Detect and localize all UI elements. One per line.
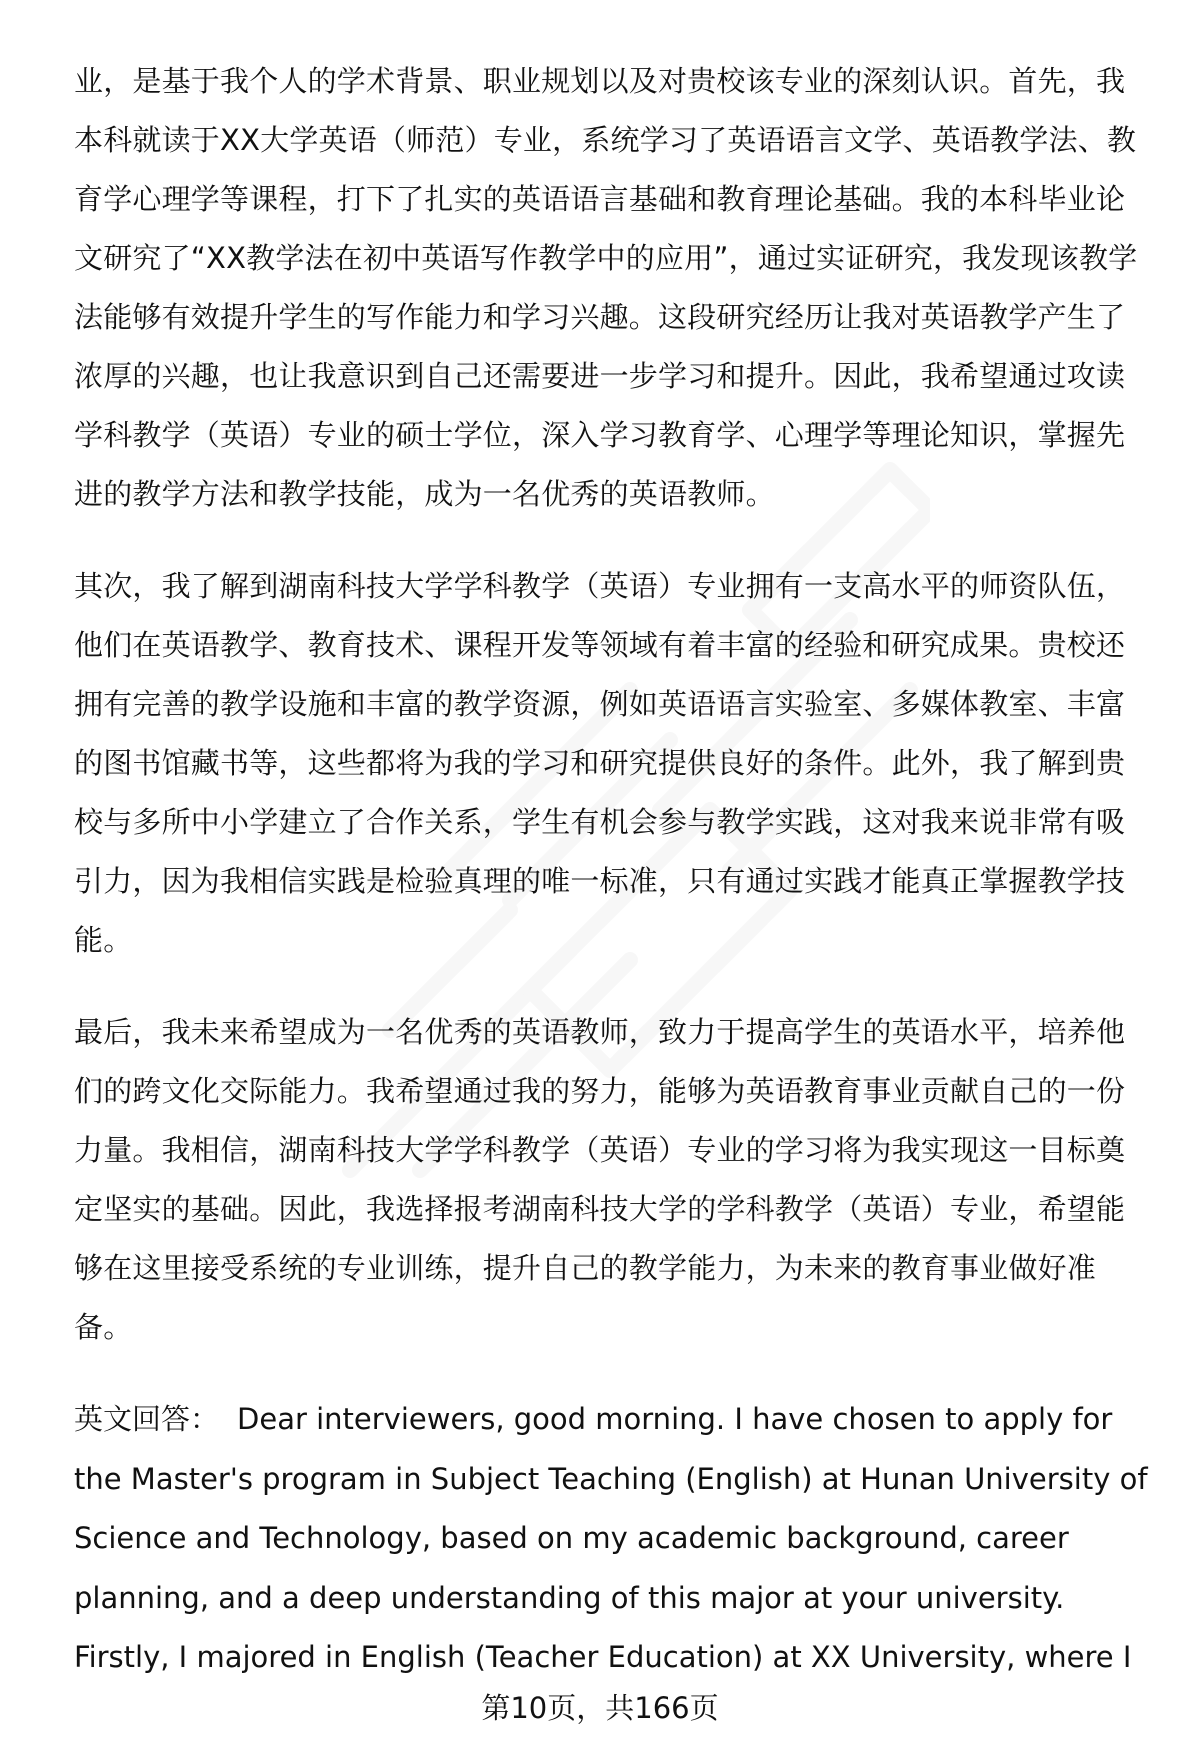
english-answer-label: 英文回答： — [74, 1402, 220, 1436]
document-body — [74, 52, 1154, 1688]
paragraph-second: 其次，我了解到湖南科技大学学科教学（英语）专业拥有一支高水平的师资队伍，他们在英语教学、教育技术、课程开发等领域有着丰富的经验和研究成果。贵校还拥有完善的教学设施和丰富的教学资源，例如英语语言实验室、多媒体教室、丰富的图书馆藏书等，这些都将为我的学习和研究提供良好的条件。此外，我了解到贵校与多所中小学建立了合作关系，学生有机会参与教学实践，这对我来说非常有吸引力，因为我相信实践是检验真理的唯一标准，只有通过实践才能真正掌握教学技能。 — [74, 569, 1126, 957]
english-answer-text: Dear interviewers, good morning. I have chosen to apply for the Master's program in Subject Teaching (English) at Hunan University of Science and Technology, based on my academic background, career planning, and a deep understanding of this major at your university. Firstly, I majored in English (Teacher Education) at XX University, where I — [74, 1402, 1148, 1674]
paragraph-intro: 业，是基于我个人的学术背景、职业规划以及对贵校该专业的深刻认识。首先，我本科就读于XX大学英语（师范）专业，系统学习了英语语言文学、英语教学法、教育学心理学等课程，打下了扎实的英语语言基础和教育理论基础。我的本科毕业论文研究了“XX教学法在初中英语写作教学中的应用”，通过实证研究，我发现该教学法能够有效提升学生的写作能力和学习兴趣。这段研究经历让我对英语教学产生了浓厚的兴趣，也让我意识到自己还需要进一步学习和提升。因此，我希望通过攻读学科教学（英语）专业的硕士学位，深入学习教育学、心理学等理论知识，掌握先进的教学方法和教学技能，成为一名优秀的英语教师。 — [74, 64, 1138, 511]
paragraph-final: 最后，我未来希望成为一名优秀的英语教师，致力于提高学生的英语水平，培养他们的跨文化交际能力。我希望通过我的努力，能够为英语教育事业贡献自己的一份力量。我相信，湖南科技大学学科教学（英语）专业的学习将为我实现这一目标奠定坚实的基础。因此，我选择报考湖南科技大学的学科教学（英语）专业，希望能够在这里接受系统的专业训练，提升自己的教学能力，为未来的教育事业做好准备。 — [74, 1015, 1126, 1344]
english-answer — [74, 1390, 1154, 1688]
page-indicator: 第10页，共166页 — [481, 1691, 719, 1725]
